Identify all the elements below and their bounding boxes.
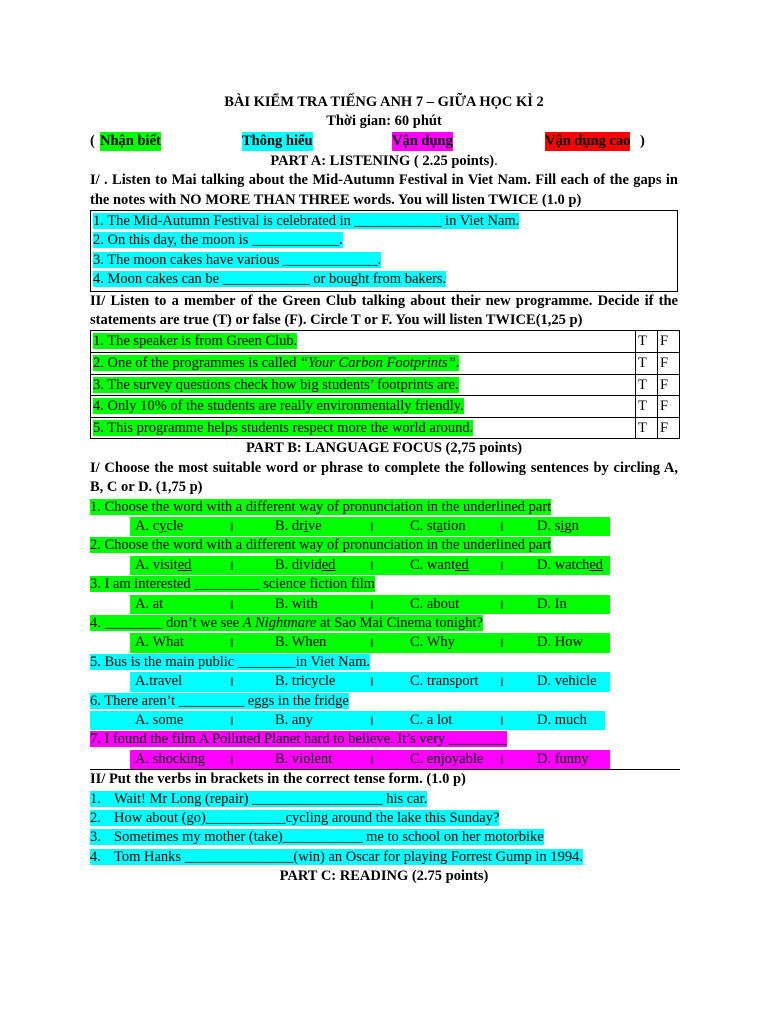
tf-row xyxy=(91,331,680,353)
verb-item: 1. Wait! Mr Long (repair) __________________ his car. xyxy=(90,790,428,807)
column-separator: ‖ xyxy=(370,713,374,729)
column-separator: ‖ xyxy=(500,635,504,651)
answer-options xyxy=(90,517,678,536)
option-d[interactable]: D. vehicle xyxy=(537,673,597,690)
option-d[interactable]: D. How xyxy=(537,634,583,651)
tf-statement xyxy=(91,417,636,439)
verb-item: 2. How about (go)___________cycling around the lake this Sunday? xyxy=(90,810,500,827)
tf-row xyxy=(91,417,680,439)
exam-title: BÀI KIỂM TRA TIẾNG ANH 7 – GIỮA HỌC KÌ 2 xyxy=(224,94,544,110)
option-b[interactable]: B. divided xyxy=(275,556,336,573)
part-b-heading: PART B: LANGUAGE FOCUS (2,75 points) xyxy=(245,440,523,457)
column-separator: ‖ xyxy=(230,674,234,690)
option-a[interactable]: A. cycle xyxy=(135,518,184,535)
option-a[interactable]: A. What xyxy=(135,634,184,651)
false-option[interactable]: F xyxy=(658,396,680,418)
part-b-section1-instruction: I/ Choose the most suitable word or phrase to complete the following sentences by circling A, B, C or D. (1,75 p) xyxy=(90,459,678,496)
gapfill-item-2: 2. On this day, the moon is ____________. xyxy=(93,232,343,249)
column-separator: ‖ xyxy=(500,713,504,729)
option-c[interactable]: C. station xyxy=(410,518,466,535)
legend-close: ) xyxy=(640,132,645,149)
gapfill-item-4: 4. Moon cakes can be ____________ or bought from bakers. xyxy=(93,271,447,288)
option-a[interactable]: A. some xyxy=(135,712,184,729)
question-stem: 3. I am interested _________ science fiction film xyxy=(90,576,376,593)
option-b[interactable]: B. with xyxy=(275,595,318,612)
true-option[interactable]: T xyxy=(636,417,658,439)
column-separator: ‖ xyxy=(500,596,504,612)
true-option[interactable]: T xyxy=(636,353,658,375)
option-b[interactable]: B. tricycle xyxy=(275,673,336,690)
tf-row xyxy=(91,353,680,375)
option-c[interactable]: C. a lot xyxy=(410,712,453,729)
tf-row xyxy=(91,396,680,418)
true-option[interactable]: T xyxy=(636,396,658,418)
true-option[interactable]: T xyxy=(636,331,658,353)
option-a[interactable]: A.travel xyxy=(135,673,183,690)
true-option[interactable]: T xyxy=(636,374,658,396)
verb-item: 3. Sometimes my mother (take)___________ me to school on her motorbike xyxy=(90,829,544,846)
column-separator: ‖ xyxy=(230,751,234,767)
question-stem: 7. I found the film A Polluted Planet hard to believe. It’s very ________ xyxy=(90,731,507,748)
option-a[interactable]: A. at xyxy=(135,595,164,612)
option-d[interactable]: D. funny xyxy=(537,750,589,767)
column-separator: ‖ xyxy=(370,596,374,612)
column-separator: ‖ xyxy=(370,751,374,767)
tf-statement xyxy=(91,331,636,353)
false-option[interactable]: F xyxy=(658,374,680,396)
legend-open: ( xyxy=(90,132,95,149)
part-a-heading: PART A: LISTENING ( 2.25 points). xyxy=(270,152,498,169)
tf-statement-text: 3. The survey questions check how big students’ footprints are. xyxy=(93,376,459,393)
legend-understand: Thông hiểu xyxy=(242,132,313,151)
column-separator: ‖ xyxy=(230,519,234,535)
answer-options xyxy=(90,633,678,652)
option-c[interactable]: C. about xyxy=(410,595,460,612)
question-stem: 2. Choose the word with a different way of pronunciation in the underlined part xyxy=(90,537,552,554)
option-a[interactable]: A. visited xyxy=(135,556,192,573)
multiple-choice-questions xyxy=(90,498,678,770)
false-option[interactable]: F xyxy=(658,331,680,353)
tf-statement xyxy=(91,374,636,396)
column-separator: ‖ xyxy=(230,635,234,651)
part-a-section1-instruction: I/ . Listen to Mai talking about the Mid-Autumn Festival in Viet Nam. Fill each of the gaps in the notes with NO MORE THAN THREE words. You will listen TWICE (1.0 p) xyxy=(90,172,678,208)
tf-statement-text: 1. The speaker is from Green Club. xyxy=(93,333,298,350)
option-d[interactable]: D. watched xyxy=(537,556,604,573)
column-separator: ‖ xyxy=(500,519,504,535)
answer-options xyxy=(90,672,678,691)
option-c[interactable]: C. wanted xyxy=(410,556,469,573)
part-c-heading: PART C: READING (2.75 points) xyxy=(279,868,489,885)
option-b[interactable]: B. any xyxy=(275,712,313,729)
option-d[interactable]: D. much xyxy=(537,712,587,729)
column-separator: ‖ xyxy=(230,596,234,612)
false-option[interactable]: F xyxy=(658,353,680,375)
answer-options xyxy=(90,750,678,769)
question-stem: 4. ________ don’t we see A Nightmare at Sao Mai Cinema tonight? xyxy=(90,615,483,632)
column-separator: ‖ xyxy=(370,519,374,535)
part-a-section2-instruction: II/ Listen to a member of the Green Club talking about their new programme. Decide if the statements are true (T) or false (F). Circle T or F. You will listen TWICE(1,25 p) xyxy=(90,292,678,329)
question-stem: 6. There aren’t _________ eggs in the fridge xyxy=(90,692,349,709)
gapfill-item-1: 1. The Mid-Autumn Festival is celebrated in ____________ in Viet Nam. xyxy=(93,213,520,230)
tf-statement xyxy=(91,353,636,375)
column-separator: ‖ xyxy=(230,713,234,729)
legend-recognize: Nhận biết xyxy=(100,132,161,151)
false-option[interactable]: F xyxy=(658,417,680,439)
verb-item: 4. Tom Hanks _______________(win) an Oscar for playing Forrest Gump in 1994. xyxy=(90,848,583,865)
column-separator: ‖ xyxy=(370,674,374,690)
option-c[interactable]: C. enjoyable xyxy=(410,750,484,767)
part-b-section2-instruction: II/ Put the verbs in brackets in the correct tense form. (1.0 p) xyxy=(90,771,466,788)
tf-statement-text: 4. Only 10% of the students are really environmentally friendly. xyxy=(93,398,464,415)
question-stem: 5. Bus is the main public ________in Viet Nam. xyxy=(90,653,370,670)
tf-statement-text: 2. One of the programmes is called “Your Carbon Footprints”. xyxy=(93,355,460,372)
column-separator: ‖ xyxy=(230,557,234,573)
tf-statement xyxy=(91,396,636,418)
legend-apply-high: Vận dụng cao xyxy=(545,132,630,151)
option-d[interactable]: D. In xyxy=(537,595,567,612)
option-b[interactable]: B. When xyxy=(275,634,327,651)
true-false-table xyxy=(90,330,680,439)
option-c[interactable]: C. transport xyxy=(410,673,479,690)
part-a-gapfill-box xyxy=(90,210,678,292)
verb-tense-items xyxy=(90,790,678,868)
answer-options xyxy=(90,595,678,614)
column-separator: ‖ xyxy=(500,557,504,573)
exam-time: Thời gian: 60 phút xyxy=(326,113,442,130)
option-b[interactable]: B. drive xyxy=(275,518,322,535)
column-separator: ‖ xyxy=(500,751,504,767)
tf-statement-text: 5. This programme helps students respect more the world around. xyxy=(93,419,474,436)
gapfill-item-3: 3. The moon cakes have various _____________. xyxy=(93,251,382,268)
option-d[interactable]: D. sign xyxy=(537,518,579,535)
column-separator: ‖ xyxy=(370,557,374,573)
question-stem: 1. Choose the word with a different way of pronunciation in the underlined part xyxy=(90,498,552,515)
column-separator: ‖ xyxy=(370,635,374,651)
option-a[interactable]: A. shocking xyxy=(135,750,206,767)
tf-row xyxy=(91,374,680,396)
answer-options xyxy=(90,556,678,575)
difficulty-legend xyxy=(90,132,678,152)
legend-apply: Vận dụng xyxy=(392,132,453,151)
option-b[interactable]: B. violent xyxy=(275,750,333,767)
answer-options xyxy=(90,711,678,730)
column-separator: ‖ xyxy=(500,674,504,690)
option-c[interactable]: C. Why xyxy=(410,634,455,651)
